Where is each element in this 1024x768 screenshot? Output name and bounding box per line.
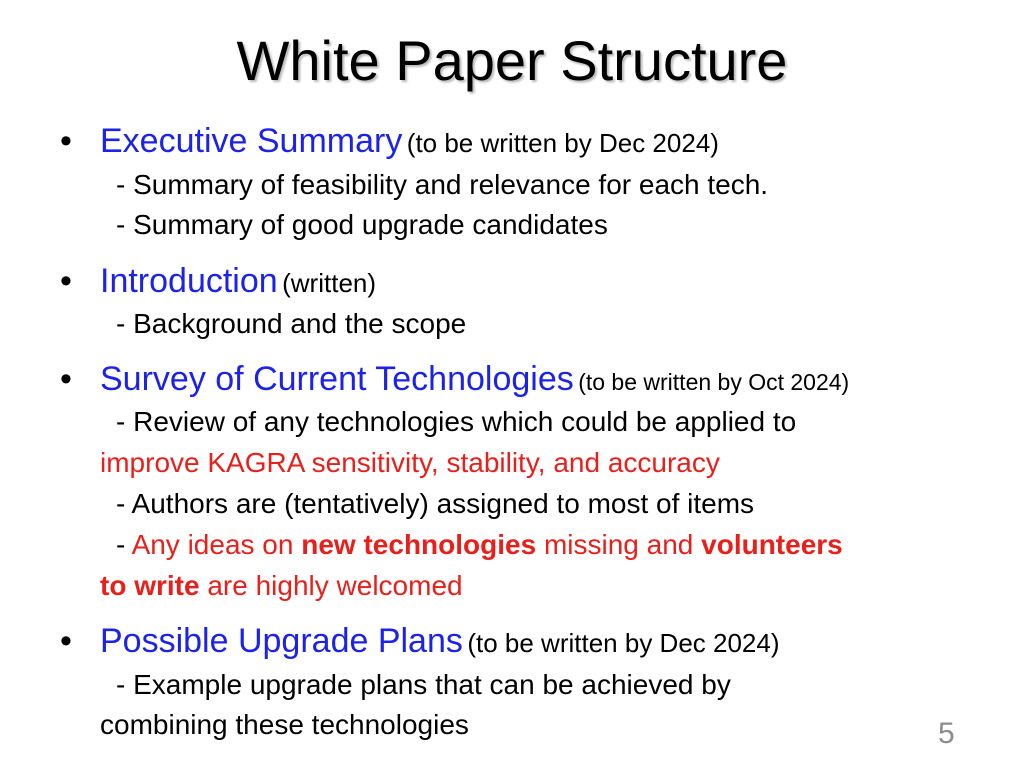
call-text: Any ideas on — [131, 529, 302, 560]
page-number: 5 — [938, 717, 955, 750]
bullet-detail-line: - Background and the scope — [116, 308, 467, 339]
call-emphasis: volunteers — [701, 529, 843, 560]
bullet-detail-line: - Summary of feasibility and relevance for each tech. — [116, 169, 769, 200]
bullet-call-for-volunteers-continued — [100, 568, 463, 604]
bullet-heading-line — [100, 261, 376, 308]
bullet-heading-line — [100, 621, 780, 668]
slide-title: White Paper Structure — [236, 29, 788, 92]
bullet-marker: • — [60, 122, 72, 160]
bullet-detail-line: - Example upgrade plans that can be achieved by — [116, 669, 731, 700]
bullet-detail-line: - Summary of good upgrade candidates — [116, 209, 608, 240]
bullet-heading: Introduction — [100, 262, 278, 300]
bullet-note: (to be written by Dec 2024) — [467, 628, 780, 658]
call-text: are highly welcomed — [199, 570, 463, 601]
bullet-note: (to be written by Oct 2024) — [578, 369, 850, 395]
bullet-detail-line-highlight: improve KAGRA sensitivity, stability, and accuracy — [100, 447, 720, 478]
bullet-marker: • — [60, 360, 72, 398]
bullet-detail-line: combining these technologies — [100, 709, 469, 740]
dash-prefix: - — [116, 529, 132, 560]
call-emphasis: to write — [100, 570, 200, 601]
bullet-heading: Executive Summary — [100, 122, 403, 160]
bullet-marker: • — [60, 622, 72, 660]
call-emphasis: new technologies — [301, 529, 537, 560]
bullet-note: (to be written by Dec 2024) — [406, 128, 719, 158]
bullet-detail-line: - Authors are (tentatively) assigned to most of items — [116, 488, 755, 519]
bullet-heading-line — [100, 359, 849, 406]
bullet-marker: • — [60, 262, 72, 300]
bullet-detail-line: - Review of any technologies which could be applied to — [116, 406, 797, 437]
bullet-heading: Possible Upgrade Plans — [100, 622, 463, 660]
call-text: missing and — [536, 529, 702, 560]
bullet-note: (written) — [282, 268, 377, 298]
bullet-call-for-volunteers — [116, 527, 843, 563]
bullet-heading-line — [100, 121, 719, 168]
bullet-heading: Survey of Current Technologies — [100, 360, 574, 398]
